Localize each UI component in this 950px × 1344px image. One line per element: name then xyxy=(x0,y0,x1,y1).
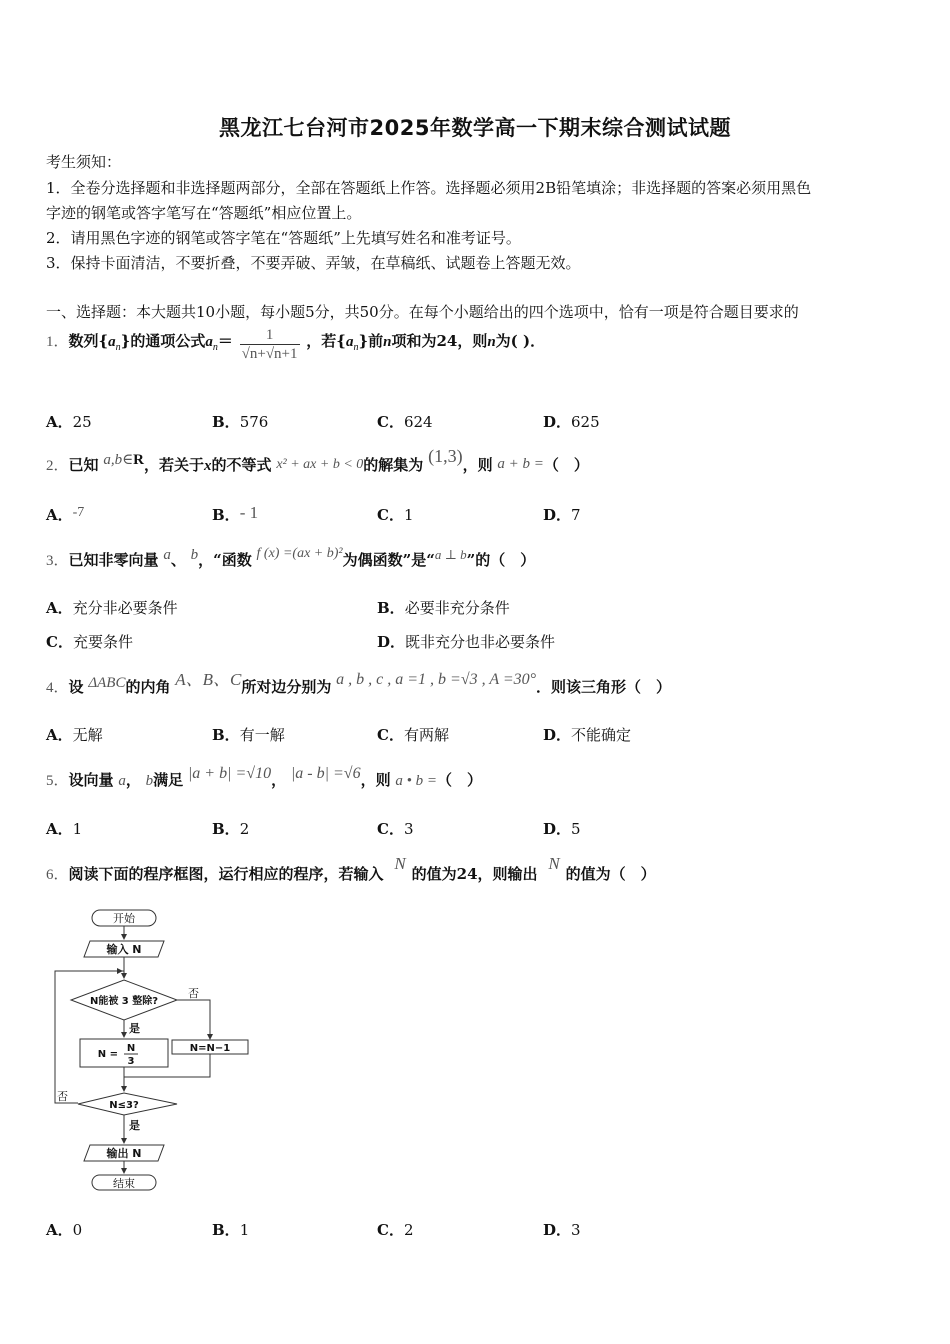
flow-output-label: 输出 N xyxy=(106,1147,142,1160)
q1-fraction: $\frac{1}{√n+√n+1}$ xyxy=(241,327,298,362)
question-5: 5．设向量 a， b满足 |a + b| =√10， |a - b| =√6，则 a • b =（ ） xyxy=(46,765,483,789)
flowchart xyxy=(40,900,270,1200)
notice-heading: 考生须知： xyxy=(46,153,122,171)
flow-assign-yes xyxy=(80,1039,168,1067)
q3-option-b[interactable]: B．必要非充分条件 xyxy=(377,599,510,617)
notice-item-3: 3．保持卡面清洁，不要折叠，不要弄破、弄皱，在草稿纸、试题卷上答题无效。 xyxy=(46,254,581,272)
page-title: 黑龙江七台河市2025年数学高一下期末综合测试试题 xyxy=(219,116,731,140)
flow-assign-yes-den: 3 xyxy=(127,1056,135,1067)
q3-option-c[interactable]: C．充要条件 xyxy=(46,633,133,651)
flow-end-label: 结束 xyxy=(113,1177,135,1190)
q6-option-d[interactable]: D．3 xyxy=(543,1221,581,1239)
q3-option-d[interactable]: D．既非充分也非必要条件 xyxy=(377,633,556,651)
flow-decision-1-label: N能被 3 整除? xyxy=(89,996,159,1007)
notice-item-2: 2．请用黑色字迹的钢笔或答字笔在“答题纸”上先填写姓名和准考证号。 xyxy=(46,229,521,247)
flow-yes-2: 是 xyxy=(129,1119,140,1132)
q1-stem-tail: ，若$\{a_n\}$前n项和为24，则n为( )． xyxy=(306,332,546,353)
q1-option-b[interactable]: B．576 xyxy=(212,413,269,431)
flow-input-label: 输入 N xyxy=(106,943,142,956)
q5-option-c[interactable]: C．3 xyxy=(377,820,414,838)
q5-option-a[interactable]: A．1 xyxy=(46,820,83,838)
question-1 xyxy=(46,326,545,378)
q2-option-a[interactable]: A．-7 xyxy=(46,505,85,524)
q2-option-d[interactable]: D．7 xyxy=(543,506,581,524)
question-4: 4．设 ΔABC的内角 A、B、C所对边分别为 a , b , c , a =1 , b =√3 , A =30°．则该三角形（ ） xyxy=(46,670,672,696)
notice-item-1: 1．全卷分选择题和非选择题两部分，全部在答题纸上作答。选择题必须用2B铅笔填涂；非选择题的答案必须用黑色 xyxy=(46,179,812,197)
question-2: 2．已知 a,b∈R，若关于x的不等式 x² + ax + b < 0的解集为 (1,3)，则 a + b =（ ） xyxy=(46,446,589,474)
q1-option-a[interactable]: A．25 xyxy=(46,413,92,431)
notice-item-1-cont: 字迹的钢笔或答字笔写在“答题纸”相应位置上。 xyxy=(46,204,362,222)
q1-option-d[interactable]: D．625 xyxy=(543,413,600,431)
q4-option-a[interactable]: A．无解 xyxy=(46,726,103,744)
q2-option-c[interactable]: C．1 xyxy=(377,506,414,524)
q6-option-a[interactable]: A．0 xyxy=(46,1221,83,1239)
q1-option-c[interactable]: C．624 xyxy=(377,413,433,431)
section-heading: 一、选择题：本大题共10小题，每小题5分，共50分。在每个小题给出的四个选项中，恰有一项是符合题目要求的 xyxy=(46,303,799,321)
q4-option-c[interactable]: C．有两解 xyxy=(377,726,449,744)
q6-option-b[interactable]: B．1 xyxy=(212,1221,250,1239)
flow-no-2: 否 xyxy=(57,1090,68,1103)
q2-option-b[interactable]: B．- 1 xyxy=(212,503,259,524)
q4-option-b[interactable]: B．有一解 xyxy=(212,726,285,744)
question-3: 3．已知非零向量 a、 b，“函数 f (x) =(ax + b)²为偶函数”是“a ⊥ b”的（ ） xyxy=(46,546,536,569)
q5-option-d[interactable]: D．5 xyxy=(543,820,581,838)
flow-no-1: 否 xyxy=(188,987,199,1000)
flow-start-label: 开始 xyxy=(113,912,135,925)
q3-option-a[interactable]: A．充分非必要条件 xyxy=(46,599,178,617)
flow-yes-1: 是 xyxy=(129,1022,140,1035)
q6-option-c[interactable]: C．2 xyxy=(377,1221,414,1239)
flow-assign-yes-num: N xyxy=(126,1043,136,1054)
q1-stem: 1．数列$\{a_n\}$的通项公式$a_n=$ xyxy=(46,332,233,353)
flow-assign-no-label: N=N−1 xyxy=(189,1043,231,1054)
q4-option-d[interactable]: D．不能确定 xyxy=(543,726,632,744)
question-6: 6．阅读下面的程序框图，运行相应的程序，若输入 N的值为24，则输出 N的值为（ ） xyxy=(46,854,656,883)
flow-decision-2-label: N≤3? xyxy=(109,1100,139,1111)
flow-assign-yes-lhs: N = xyxy=(97,1049,118,1060)
q5-option-b[interactable]: B．2 xyxy=(212,820,250,838)
